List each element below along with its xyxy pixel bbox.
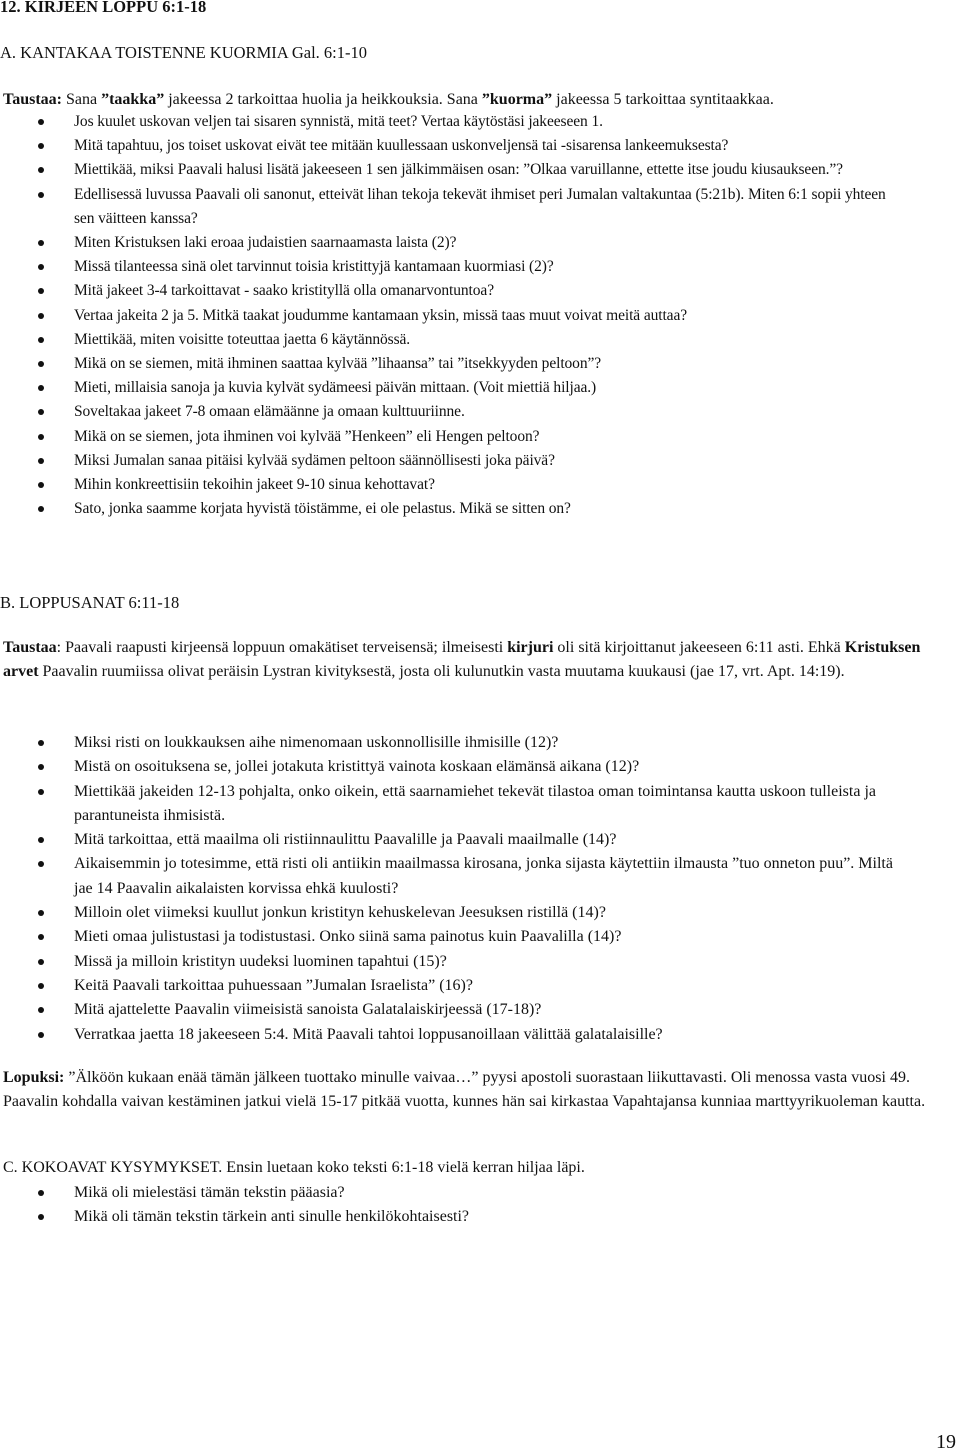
background-text: jakeessa 2 tarkoittaa huolia ja heikkouksia. Sana	[164, 91, 482, 108]
question-item: Mikä on se siemen, jota ihminen voi kylvää ”Henkeen” eli Hengen peltoon?	[0, 425, 900, 449]
question-item: Mitä tapahtuu, jos toiset uskovat eivät tee mitään kuullessaan uskonveljensä tai -sisarensa lankeemuksesta?	[0, 134, 900, 158]
keyword-kirjuri: kirjuri	[507, 639, 554, 656]
question-item: Mieti omaa julistustasi ja todistustasi. Onko siinä sama painotus kuin Paavalilla (14)?	[0, 925, 900, 949]
section-title: 12. KIRJEEN LOPPU 6:1-18	[0, 0, 207, 16]
question-item: Sato, jonka saamme korjata hyvistä töistämme, ei ole pelastus. Mikä se sitten on?	[0, 497, 900, 521]
section-b-heading: B. LOPPUSANAT 6:11-18	[0, 593, 180, 612]
question-item: Miettikää jakeiden 12-13 pohjalta, onko oikein, että saarnamiehet tekevät tilastoa oman toimintansa kautta uskoon tulleista ja parantuneista ihmisistä.	[0, 780, 900, 829]
question-item: Mikä on se siemen, mitä ihminen saattaa kylvää ”lihaansa” tai ”itsekkyyden peltoon”?	[0, 352, 900, 376]
question-item: Jos kuulet uskovan veljen tai sisaren synnistä, mitä teet? Vertaa käytöstäsi jakeeseen 1.	[0, 110, 900, 134]
keyword-taakka: ”taakka”	[101, 91, 165, 108]
keyword-kuorma: ”kuorma”	[481, 91, 553, 108]
question-item: Milloin olet viimeksi kuullut jonkun kristityn kehuskelevan Jeesuksen ristillä (14)?	[0, 901, 900, 925]
question-item: Mitä tarkoittaa, että maailma oli ristiinnaulittu Paavalille ja Paavali maailmalle (14)?	[0, 828, 900, 852]
question-item: Mihin konkreettisiin tekoihin jakeet 9-10 sinua kehottavat?	[0, 473, 900, 497]
background-label: Taustaa:	[3, 91, 62, 108]
question-item: Miettikää, miten voisitte toteuttaa jaetta 6 käytännössä.	[0, 328, 900, 352]
question-item: Miksi risti on loukkauksen aihe nimenomaan uskonnollisille ihmisille (12)?	[0, 731, 900, 755]
question-item: Vertaa jakeita 2 ja 5. Mitkä taakat joudumme kantamaan yksin, missä taas muut voivat meitä auttaa?	[0, 304, 900, 328]
question-item: Mieti, millaisia sanoja ja kuvia kylvät sydämeesi päivän mittaan. (Voit miettiä hiljaa.)	[0, 376, 900, 400]
background-text: Paavalin ruumiissa olivat peräisin Lystran kivityksestä, josta oli kulunutkin vasta muutama kuukausi (jae 17, vrt. Apt. 14:19).	[38, 663, 845, 681]
question-item: Aikaisemmin jo totesimme, että risti oli antiikin maailmassa kirosana, jonka sijasta käytettiin ilmausta ”tuo onneton puu”. Miltä jae 14 Paavalin aikalaisten korvissa ehkä kuulosti?	[0, 852, 900, 901]
question-item: Missä ja milloin kristityn uudeksi luominen tapahtui (15)?	[0, 950, 900, 974]
background-text: jakeessa 5 tarkoittaa syntitaakkaa.	[552, 91, 774, 108]
question-item: Missä tilanteessa sinä olet tarvinnut toisia kristittyjä kantamaan kuormiasi (2)?	[0, 255, 900, 279]
question-item: Mistä on osoituksena se, jollei jotakuta kristittyä vainota koskaan elämänsä aikana (12)?	[0, 755, 900, 779]
section-c-heading: C. KOKOAVAT KYSYMYKSET. Ensin luetaan koko teksti 6:1-18 vielä kerran hiljaa läpi.	[3, 1159, 585, 1176]
background-text: Sana	[61, 91, 102, 108]
question-item: Mitä ajattelette Paavalin viimeisistä sanoista Galatalaiskirjeessä (17-18)?	[0, 998, 900, 1022]
section-a-questions	[0, 110, 900, 521]
section-c-questions	[0, 1181, 900, 1229]
closing-paragraph	[3, 1066, 955, 1115]
question-item: Soveltakaa jakeet 7-8 omaan elämäänne ja omaan kulttuuriinne.	[0, 400, 900, 424]
page-number: 19	[936, 1431, 956, 1453]
background-text: oli sitä kirjoittanut jakeeseen 6:11 asti. Ehkä	[553, 639, 845, 656]
closing-label: Lopuksi:	[3, 1069, 65, 1086]
background-label: Taustaa	[3, 639, 57, 656]
keyword-kristuksen-arvet: Kristuksen arvet	[3, 639, 921, 681]
question-item: Miksi Jumalan sanaa pitäisi kylvää sydämen peltoon säännöllisesti joka päivä?	[0, 449, 900, 473]
question-item: Mitä jakeet 3-4 tarkoittavat - saako kristityllä olla omanarvontuntoa?	[0, 279, 900, 303]
question-item: Mikä oli tämän tekstin tärkein anti sinulle henkilökohtaisesti?	[0, 1205, 900, 1229]
section-b-background	[3, 636, 955, 685]
closing-text: ”Älköön kukaan enää tämän jälkeen tuottako minulle vaivaa…” pyysi apostoli suorastaan liikuttavasti. Oli menossa vasta vuosi 49. Paavalin kohdalla vaivan kestäminen jatkui vielä 15-17 pitkää vuotta, kunnes hän sai kirkastaa Vapahtajansa kunniaa marttyyrikuoleman kautta.	[3, 1069, 926, 1111]
section-a-heading: A. KANTAKAA TOISTENNE KUORMIA Gal. 6:1-10	[0, 43, 368, 62]
background-text: : Paavali raapusti kirjeensä loppuun omakätiset terveisensä; ilmeisesti	[56, 639, 508, 656]
question-item: Miettikää, miksi Paavali halusi lisätä jakeeseen 1 sen jälkimmäisen osan: ”Olkaa varuillanne, ettette itse joudu kiusaukseen.”?	[0, 158, 900, 182]
question-item: Keitä Paavali tarkoittaa puhuessaan ”Jumalan Israelista” (16)?	[0, 974, 900, 998]
section-a-background	[3, 88, 955, 112]
question-item: Miten Kristuksen laki eroaa judaistien saarnaamasta laista (2)?	[0, 231, 900, 255]
section-b-questions	[0, 731, 900, 1047]
question-item: Verratkaa jaetta 18 jakeeseen 5:4. Mitä Paavali tahtoi loppusanoillaan välittää galatalaisille?	[0, 1023, 900, 1047]
question-item: Edellisessä luvussa Paavali oli sanonut, etteivät lihan tekoja tekevät ihmiset peri Jumalan valtakuntaa (5:21b). Miten 6:1 sopii yhteen sen väitteen kanssa?	[0, 183, 900, 231]
question-item: Mikä oli mielestäsi tämän tekstin pääasia?	[0, 1181, 900, 1205]
